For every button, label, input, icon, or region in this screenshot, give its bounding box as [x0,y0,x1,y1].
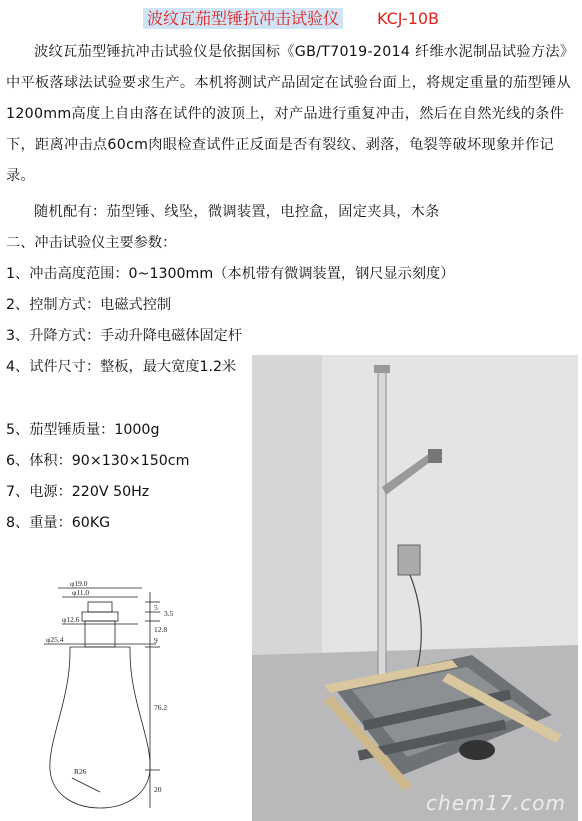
dimension-label: 9 [154,636,158,645]
dimension-label: 3.5 [164,609,174,618]
tester-illustration [252,355,578,821]
param-item: 1、冲击高度范围：0~1300mm（本机带有微调装置，钢尺显示刻度） [6,266,455,282]
param-item: 6、体积：90×130×150cm [6,453,190,469]
hammer-diagram [0,580,200,816]
param-item: 7、电源：220V 50Hz [6,484,150,500]
param-item: 3、升降方式：手动升降电磁体固定杆 [6,328,243,344]
dimension-label: R26 [74,767,87,776]
dimension-label: φ19.0 [70,580,88,588]
dimension-label: φ25.4 [46,635,64,644]
dimension-label: 76.2 [154,703,168,712]
model-number: KCJ-10B [376,9,440,28]
dimension-label: 12.8 [154,625,168,634]
param-item: 2、控制方式：电磁式控制 [6,297,172,313]
title-text: 波纹瓦茄型锤抗冲击试验仪 [143,8,343,29]
param-item: 8、重量：60KG [6,515,111,531]
dimension-label: φ11.0 [72,588,90,597]
param-item: 5、茄型锤质量：1000g [6,422,160,438]
product-photo [252,355,578,821]
watermark: chem17.com [426,791,566,815]
dimension-label: φ12.6 [62,615,80,624]
dimension-label: 20 [154,785,162,794]
params-heading: 二、冲击试验仪主要参数： [6,235,177,251]
accessories-paragraph: 随机配有：茄型锤、线坠，微调装置，电控盒，固定夹具，木条 [34,204,440,220]
dimension-label: 5 [154,603,158,612]
param-item: 4、试件尺寸：整板，最大宽度1.2米 [6,359,237,375]
document-title [0,6,582,29]
intro-paragraph: 波纹瓦茄型锤抗冲击试验仪是依据国标《GB/T7019-2014 纤维水泥制品试验方法》中平板落球法试验要求生产。本机将测试产品固定在试验台面上，将规定重量的茄型锤从1200mm高度上自由落在试件的波顶上，对产品进行重复冲击，然后在自然光线的条件下，距离冲击点60cm肉眼检查试件正反面是否有裂纹、剥落，龟裂等破坏现象并作记录。 [6,44,575,184]
